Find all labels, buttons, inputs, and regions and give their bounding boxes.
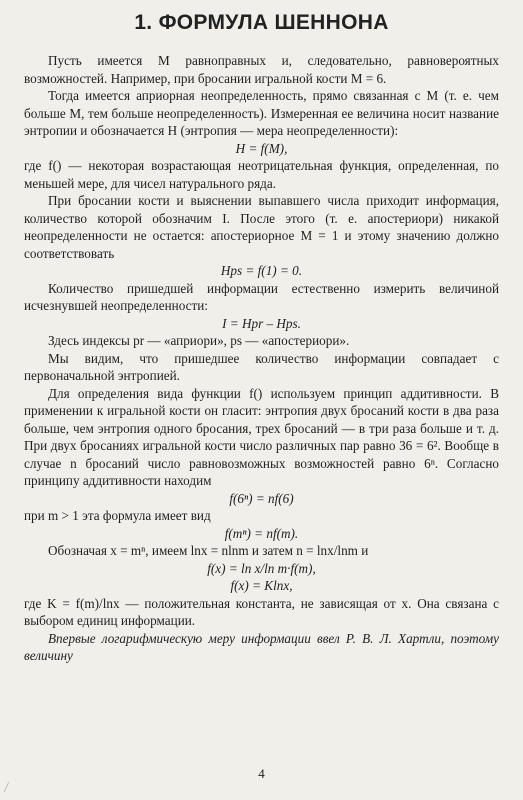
paragraph-3: где f() — некоторая возрастающая неотрицательная функция, определенная, по меньшей мере, для чисел натурального ряда. <box>24 158 499 191</box>
scan-corner-mark <box>4 782 18 792</box>
paragraph-12-text: Впервые логарифмическую меру информации ввел Р. В. Л. Хартли, поэтому величину <box>24 630 499 663</box>
paragraph-11: где K = f(m)/lnx — положительная константа, не зависящая от x. Она связана с выбором единиц информации. <box>24 595 499 628</box>
formula-additivity: f(6ⁿ) = nf(6) <box>229 490 294 506</box>
formula-general: f(mⁿ) = nf(m). <box>224 525 299 541</box>
paragraph-10: Обозначая x = mⁿ, имеем lnx = nlnm и затем n = lnx/lnm и <box>48 543 369 558</box>
formula-entropy: H = f(M), <box>235 140 288 156</box>
paragraph-8: Для определения вида функции f() используем принцип аддитивности. В применении к игральной кости он гласит: энтропия двух бросаний кости в два раза больше, чем энтропия одного бросания, трех бросаний — в три раза больше и т. д. При двух бросаниях игральной кости число различных пар равно 36 = 6². Вообще в случае n бросаний число равновозможных возможностей равно 6ⁿ. Согласно принципу аддитивности находим <box>24 385 499 488</box>
paragraph-1: Пусть имеется M равноправных и, следовательно, равновероятных возможностей. Например, при бросании игральной кости M = 6. <box>24 53 499 86</box>
formula-posterior: Hps = f(1) = 0. <box>220 263 303 278</box>
formula-information: I = Hpr – Hps. <box>222 315 301 331</box>
paragraph-6: Здесь индексы pr — «априори», ps — «апостериори». <box>48 333 350 348</box>
paragraph-5: Количество пришедшей информации естественно измерить величиной исчезнувшей неопределенности: <box>24 280 499 313</box>
formula-log-ratio: f(x) = ln x/ln m·f(m), <box>207 560 316 576</box>
page-number: 4 <box>258 766 265 781</box>
paragraph-7: Мы видим, что пришедшее количество информации совпадает с первоначальной энтропией. <box>24 350 499 383</box>
formula-log: f(x) = Klnx, <box>230 578 293 593</box>
paragraph-4: При бросании кости и выяснении выпавшего числа приходит информация, количество которой обозначим I. После этого (т. е. апостериори) никакой неопределенности не остается: апостериорное M = 1 и этому значению должно соответствовать <box>24 193 499 261</box>
paragraph-2: Тогда имеется априорная неопределенность, прямо связанная с M (т. е. чем больше M, тем больше неопределенность). Измеренная ее величина носит название энтропии и обозначается H (энтропия — мера неопределенности): <box>24 88 499 138</box>
section-title: 1. ФОРМУЛА ШЕННОНА <box>134 11 389 34</box>
paragraph-9: при m > 1 эта формула имеет вид <box>24 508 211 523</box>
paragraph-12 <box>24 630 499 665</box>
